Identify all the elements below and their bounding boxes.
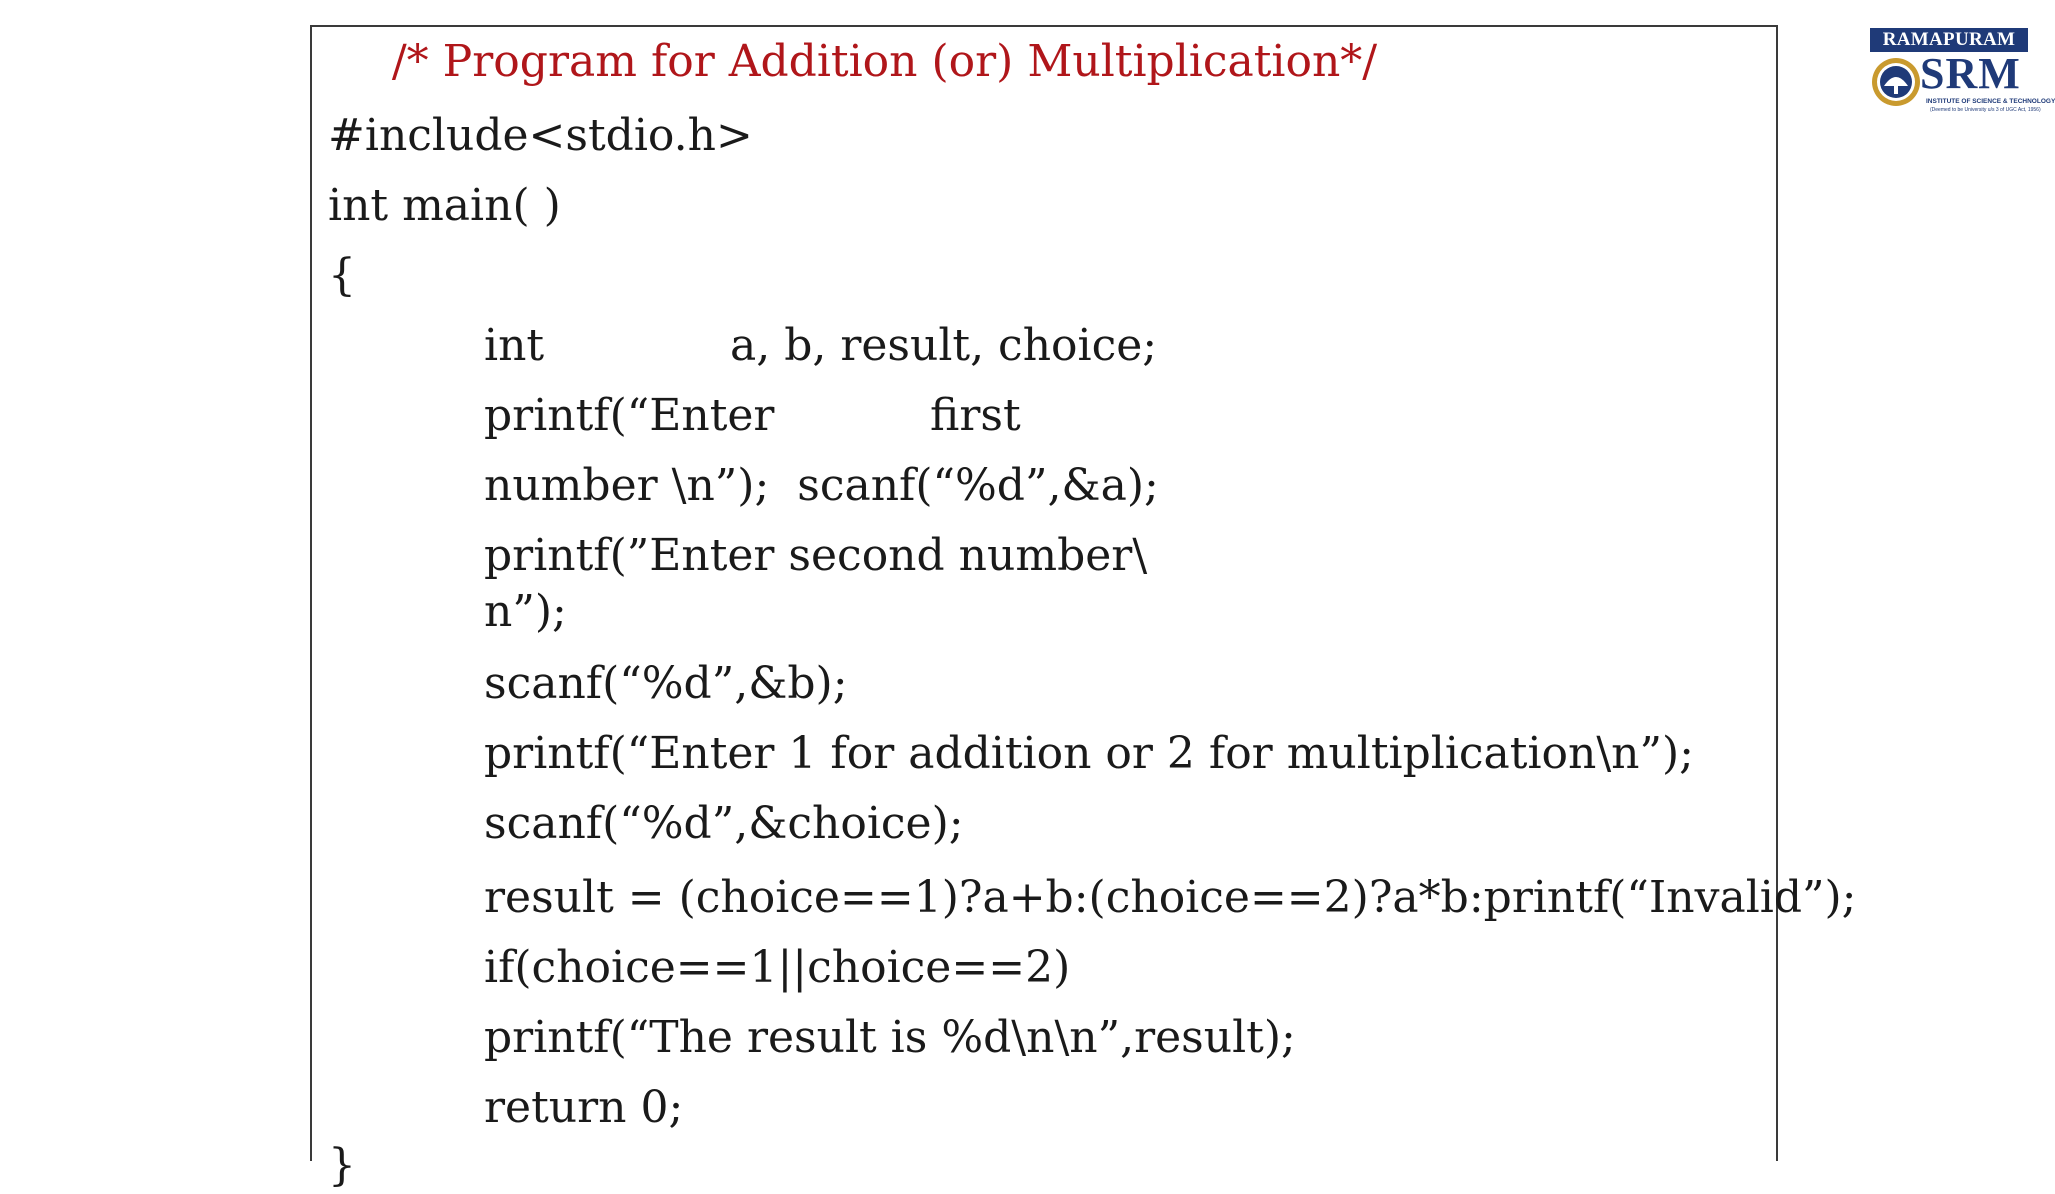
code-line-if: if(choice==1||choice==2) bbox=[484, 942, 1071, 993]
code-line-printf2-a: printf(”Enter second number\ bbox=[484, 530, 1148, 581]
code-line-open-brace: { bbox=[328, 250, 356, 301]
code-line-decl-type: int bbox=[484, 320, 545, 371]
code-line-printf1-b: first bbox=[930, 390, 1021, 441]
logo-subtitle: INSTITUTE OF SCIENCE & TECHNOLOGY bbox=[1926, 98, 2055, 105]
code-line-printf4: printf(“The result is %d\n\n”,result); bbox=[484, 1012, 1296, 1063]
logo-subtitle-2: (Deemed to be University u/s 3 of UGC Act, 1956) bbox=[1930, 107, 2041, 113]
code-line-main: int main( ) bbox=[328, 180, 561, 231]
code-line-return: return 0; bbox=[484, 1082, 684, 1133]
logo-brand: SRM bbox=[1920, 49, 2021, 98]
code-line-printf2-b: n”); bbox=[484, 586, 567, 637]
code-line-include: #include<stdio.h> bbox=[328, 110, 753, 161]
slide-title: /* Program for Addition (or) Multiplication*/ bbox=[391, 36, 1378, 87]
code-line-decl-vars: a, b, result, choice; bbox=[730, 320, 1158, 371]
code-line-printf3: printf(“Enter 1 for addition or 2 for multiplication\n”); bbox=[484, 728, 1694, 779]
code-line-scanf3: scanf(“%d”,&choice); bbox=[484, 798, 964, 849]
logo-band: RAMAPURAM bbox=[1870, 28, 2028, 52]
code-line-printf1-c: number \n”); scanf(“%d”,&a); bbox=[484, 460, 1159, 511]
code-line-scanf2: scanf(“%d”,&b); bbox=[484, 658, 848, 709]
emblem-icon bbox=[1870, 56, 1922, 108]
code-line-printf1-a: printf(“Enter bbox=[484, 390, 775, 441]
code-line-result: result = (choice==1)?a+b:(choice==2)?a*b:printf(“Invalid”); bbox=[484, 872, 1857, 923]
srm-logo bbox=[1870, 28, 2055, 113]
code-line-close-brace: } bbox=[328, 1140, 356, 1191]
